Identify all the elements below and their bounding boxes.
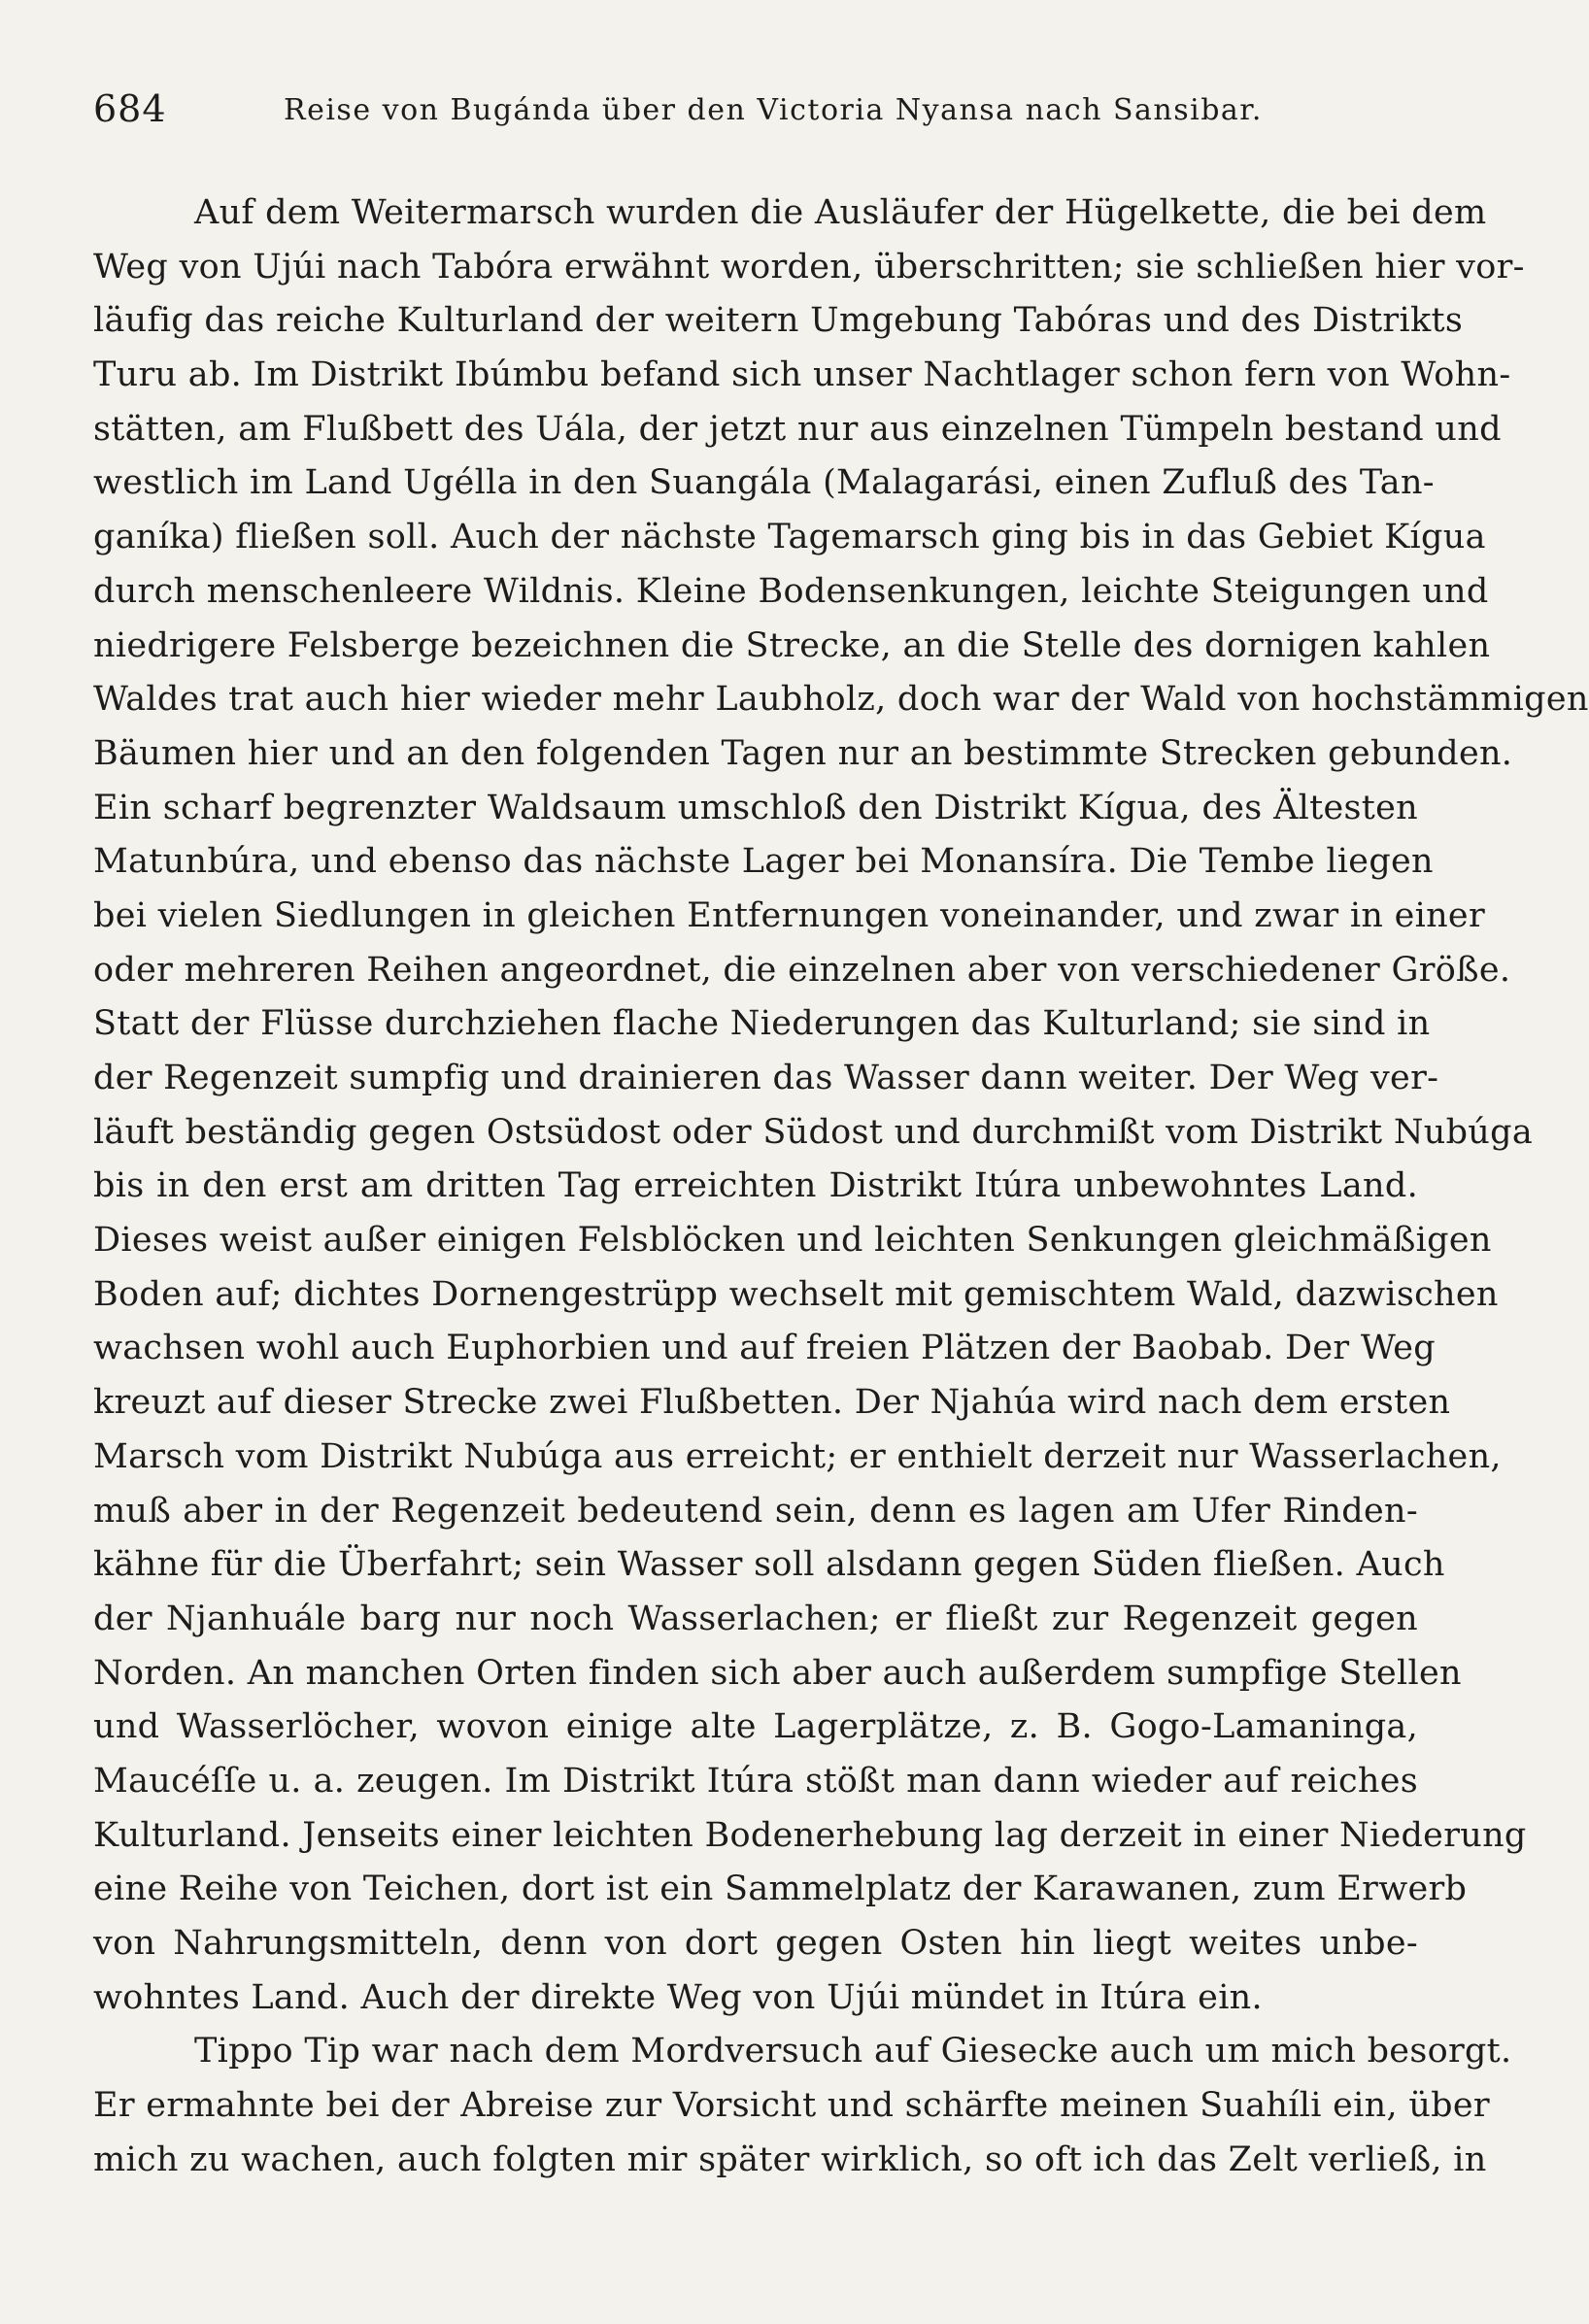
text-line: bis in den erst am dritten Tag erreichten Distrikt Itúra unbewohntes Land. [93, 1166, 1418, 1206]
text-line: Marsch vom Distrikt Nubúga aus erreicht; er enthielt derzeit nur Wasserlachen, [93, 1436, 1502, 1476]
text-line: oder mehreren Reihen angeordnet, die einzelnen aber von verschiedener Größe. [93, 950, 1511, 990]
text-line: kreuzt auf dieser Strecke zwei Flußbetten. Der Njahúa wird nach dem ersten [93, 1383, 1451, 1423]
text-line: Turu ab. Im Distrikt Ibúmbu befand sich unser Nachtlager schon fern von Wohn- [93, 355, 1511, 395]
text-line: Tippo Tip war nach dem Mordversuch auf Giesecke auch um mich besorgt. [194, 2032, 1512, 2071]
text-line: läufig das reiche Kulturland der weitern Umgebung Tabóras und des Distrikts [93, 301, 1464, 341]
text-line: der Regenzeit sumpfig und drainieren das Wasser dann weiter. Der Weg ver- [93, 1059, 1439, 1097]
text-line: läuft beständig gegen Ostsüdost oder Südost und durchmißt vom Distrikt Nubúga [93, 1112, 1534, 1152]
text-line: der Njanhuále barg nur noch Wasserlachen; er fließt zur Regenzeit gegen [93, 1599, 1418, 1638]
text-line: Waldes trat auch hier wieder mehr Laubholz, doch war der Wald von hochstämmigen [93, 680, 1589, 720]
text-line: bei vielen Siedlungen in gleichen Entfernungen voneinander, und zwar in einer [93, 895, 1485, 935]
text-line: Norden. An manchen Orten finden sich aber auch außerdem sumpfige Stellen [93, 1653, 1462, 1693]
text-line: mich zu wachen, auch folgten mir später wirklich, so oft ich das Zelt verließ, in [93, 2139, 1487, 2179]
text-line: westlich im Land Ugélla in den Suangála (Malagarási, einen Zufluß des Tan- [93, 463, 1435, 503]
text-line: eine Reihe von Teichen, dort ist ein Sammelplatz der Karawanen, zum Erwerb [93, 1869, 1468, 1909]
running-head [93, 82, 1418, 144]
text-line: ganíka) fließen soll. Auch der nächste Tagemarsch ging bis in das Gebiet Kígua [93, 518, 1486, 557]
text-line: stätten, am Flußbett des Uála, der jetzt nur aus einzelnen Tümpeln bestand und [93, 409, 1502, 449]
paragraph [93, 186, 1589, 2025]
text-line: Bäumen hier und an den folgenden Tagen nur an bestimmte Strecken gebunden. [93, 733, 1513, 773]
running-title: Reise von Bugánda über den Victoria Nyansa nach Sansibar. [284, 93, 1263, 127]
text-line: niedrigere Felsberge bezeichnen die Strecke, an die Stelle des dornigen kahlen [93, 625, 1491, 665]
text-line: Matunbúra, und ebenso das nächste Lager bei Monansíra. Die Tembe liegen [93, 842, 1434, 882]
text-line: von Nahrungsmitteln, denn von dort gegen Osten hin liegt weites unbe- [93, 1924, 1418, 1963]
text-line: kähne für die Überfahrt; sein Wasser soll alsdann gegen Süden fließen. Auch [93, 1545, 1445, 1585]
text-line: Boden auf; dichtes Dornengestrüpp wechselt mit gemischtem Wald, dazwischen [93, 1274, 1499, 1314]
text-line: wohntes Land. Auch der direkte Weg von Ujúi mündet in Itúra ein. [93, 1977, 1263, 2017]
paragraph [93, 2025, 1512, 2187]
page-number: 684 [93, 87, 167, 130]
text-line: durch menschenleere Wildnis. Kleine Bodensenkungen, leichte Steigungen und [93, 571, 1489, 611]
text-line: Ein scharf begrenzter Waldsaum umschloß den Distrikt Kígua, des Ältesten [93, 788, 1418, 827]
text-line: Statt der Flüsse durchziehen flache Niederungen das Kulturland; sie sind in [93, 1004, 1431, 1044]
text-line: Dieses weist außer einigen Felsblöcken und leichten Senkungen gleichmäßigen [93, 1221, 1492, 1261]
text-line: muß aber in der Regenzeit bedeutend sein, denn es lagen am Ufer Rinden- [93, 1491, 1418, 1531]
text-line: wachsen wohl auch Euphorbien und auf freien Plätzen der Baobab. Der Weg [93, 1329, 1436, 1368]
text-line: Weg von Ujúi nach Tabóra erwähnt worden, überschritten; sie schließen hier vor- [93, 247, 1525, 286]
text-line: und Wasserlöcher, wovon einige alte Lagerplätze, z. B. Gogo-Lamaninga, [93, 1707, 1418, 1747]
text-line: Kulturland. Jenseits einer leichten Bodenerhebung lag derzeit in einer Niederung [93, 1815, 1527, 1855]
book-page [93, 82, 1589, 2187]
text-line: Maucéſſe u. a. zeugen. Im Distrikt Itúra stößt man dann wieder auf reiches [93, 1761, 1418, 1801]
text-line: Er ermahnte bei der Abreise zur Vorsicht und schärfte meinen Suahíli ein, über [93, 2086, 1490, 2126]
text-line: Auf dem Weitermarsch wurden die Ausläufer der Hügelkette, die bei dem [194, 193, 1487, 232]
